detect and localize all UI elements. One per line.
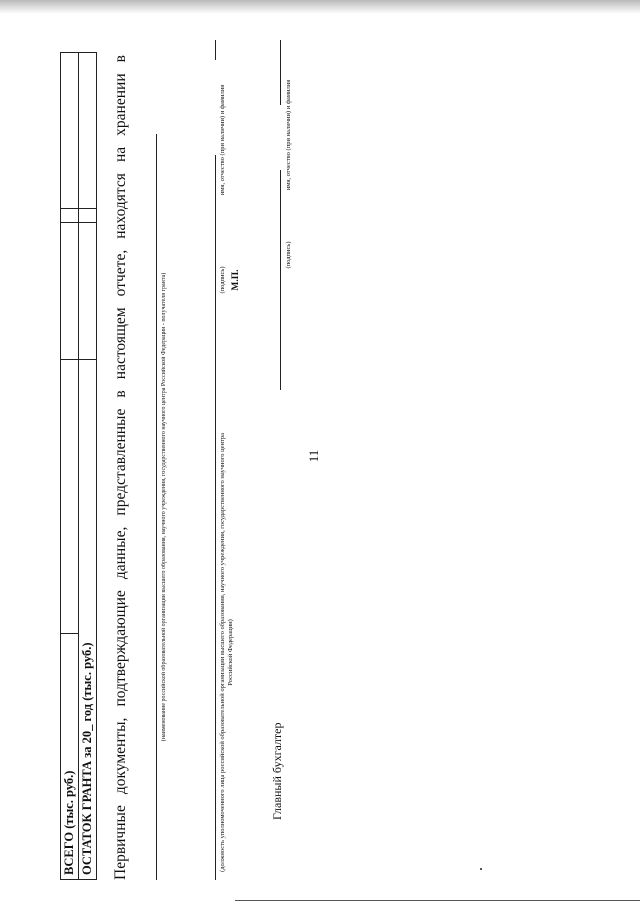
chief-signature-line (280, 170, 281, 390)
table-cell (61, 53, 79, 209)
scan-speck (480, 868, 482, 870)
total-label: ВСЕГО (тыс. руб.) (61, 634, 79, 880)
page-number: 11 (306, 449, 321, 463)
scan-bottom-line (235, 900, 640, 901)
organization-caption: (наименование российской образовательной организации высшего образования, научного учреждения, государственного научного центра Российской Федерации - получателя гранта) (161, 272, 167, 742)
name-line (215, 40, 216, 60)
chief-name-caption: имя, отчество (при наличии) и фамилия (285, 79, 292, 191)
documents-statement: Первичные документы, подтверждающие данные, представленные в настоящем отчете, находятся на хранении в (112, 55, 129, 880)
position-line (215, 425, 216, 880)
rotated-report-content (60, 40, 620, 880)
position-caption: (должность уполномоченного лица российской образовательной организации высшего образования, научного учреждения, государственного научного центра Российской Федерации) (219, 433, 234, 872)
table-row-total (61, 53, 79, 880)
signature-line (215, 155, 216, 425)
balance-label: ОСТАТОК ГРАНТА за 20_ год (тыс. руб.) (79, 360, 97, 880)
scan-edge-shadow (0, 0, 640, 14)
table-cell (61, 360, 79, 634)
table-cell (79, 53, 97, 209)
table-row-balance (79, 53, 97, 880)
name-caption: имя, отчество (при наличии) и фамилия (219, 84, 226, 196)
table-cell (79, 209, 97, 223)
signature-caption: (подпись) (219, 266, 226, 294)
chief-name-line (280, 40, 281, 105)
table-cell (61, 223, 79, 360)
chief-accountant-title: Главный бухгалтер (270, 722, 284, 820)
table-cell (61, 209, 79, 223)
grant-summary-table (60, 52, 97, 880)
chief-signature-caption: (подпись) (285, 241, 292, 269)
organization-fill-line (156, 134, 157, 880)
table-cell (79, 223, 97, 360)
stamp-placeholder: М.П. (231, 269, 241, 291)
